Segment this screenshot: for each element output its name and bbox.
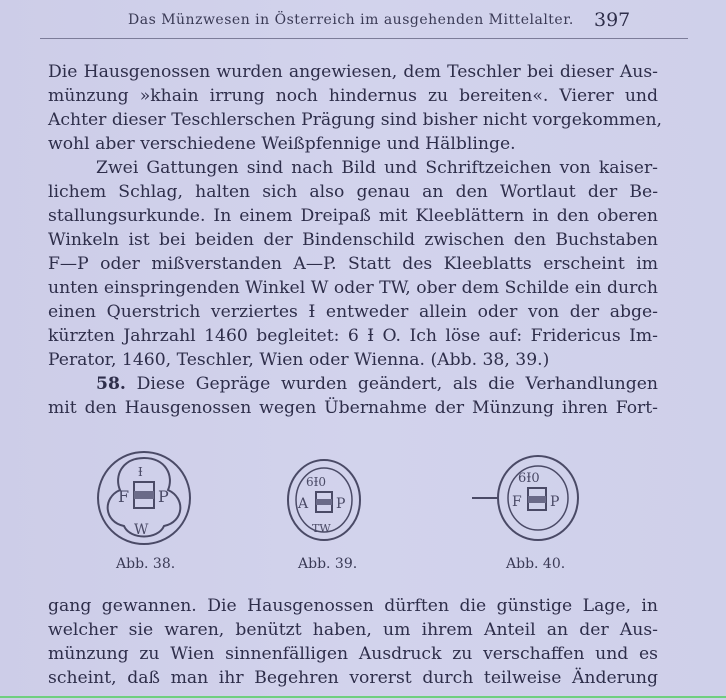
text-line: Perator, 1460, Teschler, Wien oder Wienna. (Abb. 38, 39.) [48,350,550,370]
figure-caption: Abb. 39. [298,556,358,572]
coin-figures [0,448,726,588]
page-number: 397 [594,9,631,31]
text-line: F—P oder mißverstanden A—P. Statt des Kleeblatts erscheint im [48,254,658,274]
svg-text:TW: TW [312,522,331,535]
svg-text:6Ɨ0: 6Ɨ0 [306,475,327,489]
text-span: Diese Gepräge wurden geändert, als die Verhandlungen [125,374,658,394]
svg-text:F: F [118,487,130,506]
text-line: Zwei Gattungen sind nach Bild und Schriftzeichen von kaiser- [96,158,658,178]
text-line: scheint, daß man ihr Begehren vorerst durch teilweise Änderung [48,668,658,688]
svg-text:6Ɨ0: 6Ɨ0 [518,471,540,486]
text-line: welcher sie waren, benützt haben, um ihrem Anteil an der Aus- [48,620,658,640]
text-line: mit den Hausgenossen wegen Übernahme der Münzung ihren Fort- [48,398,658,418]
text-line: Winkeln ist bei beiden der Bindenschild zwischen den Buchstaben [48,230,658,250]
text-line: münzung »khain irrung noch hindernus zu bereiten«. Vierer und [48,86,658,106]
coin-trefoil-w-icon [96,448,192,548]
text-line: gang gewannen. Die Hausgenossen dürften die günstige Lage, in [48,596,658,616]
running-header [0,9,726,36]
svg-text:P: P [336,496,346,512]
paragraph-3 [48,372,658,420]
text-line: lichem Schlag, halten sich also genau an den Wortlaut der Be- [48,182,658,202]
svg-text:W: W [134,522,149,538]
paragraph-4 [48,594,658,690]
text-line: wohl aber verschiedene Weißpfennige und Hälblinge. [48,134,516,154]
scan-edge [0,696,726,698]
svg-text:P: P [550,494,560,510]
coin-round-tw-icon [284,456,364,546]
paragraph-2 [48,156,658,372]
text-line: münzung zu Wien sinnenfälligen Ausdruck zu verschaffen und es [48,644,658,664]
header-rule [40,38,688,39]
text-line: Achter dieser Teschlerschen Prägung sind bisher nicht vorgekommen, [48,110,662,130]
paragraph-1 [48,60,662,156]
text-line [48,372,658,396]
text-line: unten einspringenden Winkel W oder TW, ober dem Schilde ein durch [48,278,658,298]
coin-round-6o-icon [470,452,582,546]
figure-caption: Abb. 40. [506,556,566,572]
text-line: kürzten Jahrzahl 1460 begleitet: 6 Ɨ O. Ich löse auf: Fridericus Im- [48,326,658,346]
svg-text:Ɨ: Ɨ [138,465,143,479]
svg-text:F: F [512,494,522,510]
figure-caption: Abb. 38. [116,556,176,572]
text-line: einen Querstrich verziertes Ɨ entweder allein oder von der abge- [48,302,658,322]
svg-text:P: P [158,487,169,506]
section-number: 58. [96,374,126,394]
svg-text:A: A [298,496,309,512]
text-line: stallungsurkunde. In einem Dreipaß mit Kleeblättern in den oberen [48,206,658,226]
running-title: Das Münzwesen in Österreich im ausgehenden Mittelalter. [128,12,574,28]
text-line: Die Hausgenossen wurden angewiesen, dem Teschler bei dieser Aus- [48,62,658,82]
